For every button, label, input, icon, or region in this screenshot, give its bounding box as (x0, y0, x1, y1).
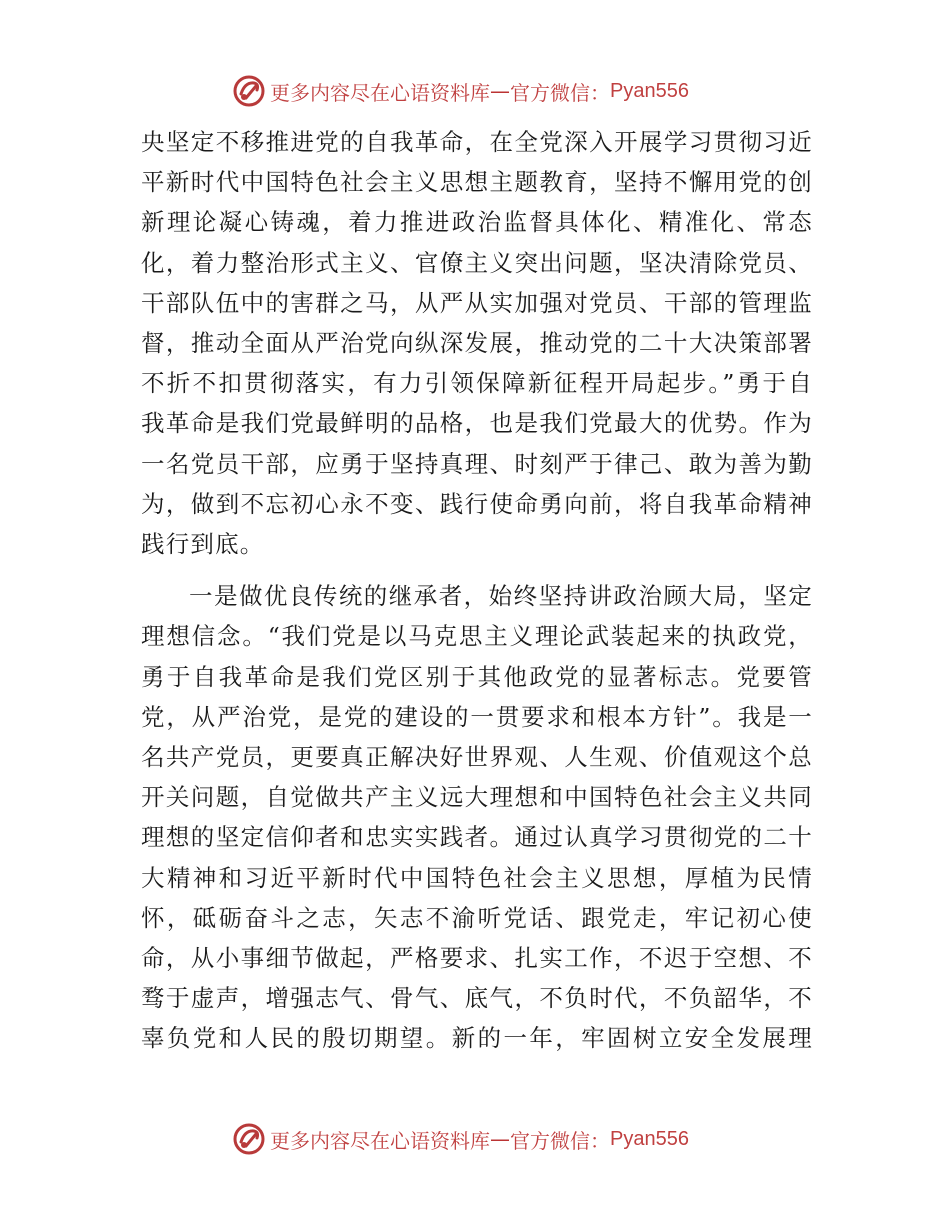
text-line: 命，从小事细节做起，严格要求、扎实工作，不迟于空想、不 (141, 944, 813, 973)
header-banner-contact-id: Pyan556 (610, 79, 689, 102)
document-body (141, 122, 813, 1059)
header-banner-text: 更多内容尽在心语资料库 (270, 80, 490, 105)
paragraph-1 (141, 122, 813, 564)
text-line: 理想信念。“我们党是以马克思主义理论武装起来的执政党， (141, 622, 813, 651)
header-banner-contact-label: 官方微信： (510, 80, 610, 105)
text-line: 我革命是我们党最鲜明的品格，也是我们党最大的优势。作为 (141, 409, 813, 438)
text-line: 党，从严治党，是党的建设的一贯要求和根本方针”。我是一 (141, 702, 813, 731)
text-line: 不折不扣贯彻落实，有力引领保障新征程开局起步。”勇于自 (141, 369, 813, 398)
text-line: 辜负党和人民的殷切期望。新的一年，牢固树立安全发展理 (141, 1024, 813, 1053)
header-banner-separator: — (490, 79, 510, 103)
text-line: 化，着力整治形式主义、官僚主义突出问题，坚决清除党员、 (141, 248, 813, 277)
text-line: 理想的坚定信仰者和忠实实践者。通过认真学习贯彻党的二十 (141, 823, 813, 852)
text-line: 骛于虚声，增强志气、骨气、底气，不负时代，不负韶华，不 (141, 984, 813, 1013)
footer-banner-text: 更多内容尽在心语资料库 (270, 1128, 490, 1153)
footer-watermark-banner (232, 1120, 732, 1158)
text-line: 开关问题，自觉做共产主义远大理想和中国特色社会主义共同 (141, 783, 813, 812)
red-seal-logo-icon (232, 74, 266, 108)
text-line: 平新时代中国特色社会主义思想主题教育，坚持不懈用党的创 (141, 168, 813, 197)
footer-banner-contact-id: Pyan556 (610, 1127, 689, 1150)
text-line: 大精神和习近平新时代中国特色社会主义思想，厚植为民情 (141, 863, 813, 892)
paragraph-2 (141, 576, 813, 1058)
text-line: 名共产党员，更要真正解决好世界观、人生观、价值观这个总 (141, 743, 813, 772)
header-watermark-banner (232, 72, 732, 110)
text-line: 央坚定不移推进党的自我革命，在全党深入开展学习贯彻习近 (141, 128, 813, 156)
footer-banner-contact-label: 官方微信： (510, 1128, 610, 1153)
text-line: 勇于自我革命是我们党区别于其他政党的显著标志。党要管 (141, 662, 813, 691)
red-seal-logo-icon (232, 1122, 266, 1156)
text-line: 干部队伍中的害群之马，从严从实加强对党员、干部的管理监 (141, 288, 813, 317)
text-line: 一是做优良传统的继承者，始终坚持讲政治顾大局，坚定 (189, 582, 813, 611)
text-line: 怀，砥砺奋斗之志，矢志不渝听党话、跟党走，牢记初心使 (141, 903, 813, 932)
text-line: 践行到底。 (141, 530, 265, 559)
footer-banner-separator: — (490, 1127, 510, 1151)
text-line: 一名党员干部，应勇于坚持真理、时刻严于律己、敢为善为勤 (141, 449, 813, 478)
text-line: 为，做到不忘初心永不变、践行使命勇向前，将自我革命精神 (141, 489, 813, 518)
text-line: 督，推动全面从严治党向纵深发展，推动党的二十大决策部署 (141, 329, 813, 358)
text-line: 新理论凝心铸魂，着力推进政治监督具体化、精准化、常态 (141, 208, 813, 237)
